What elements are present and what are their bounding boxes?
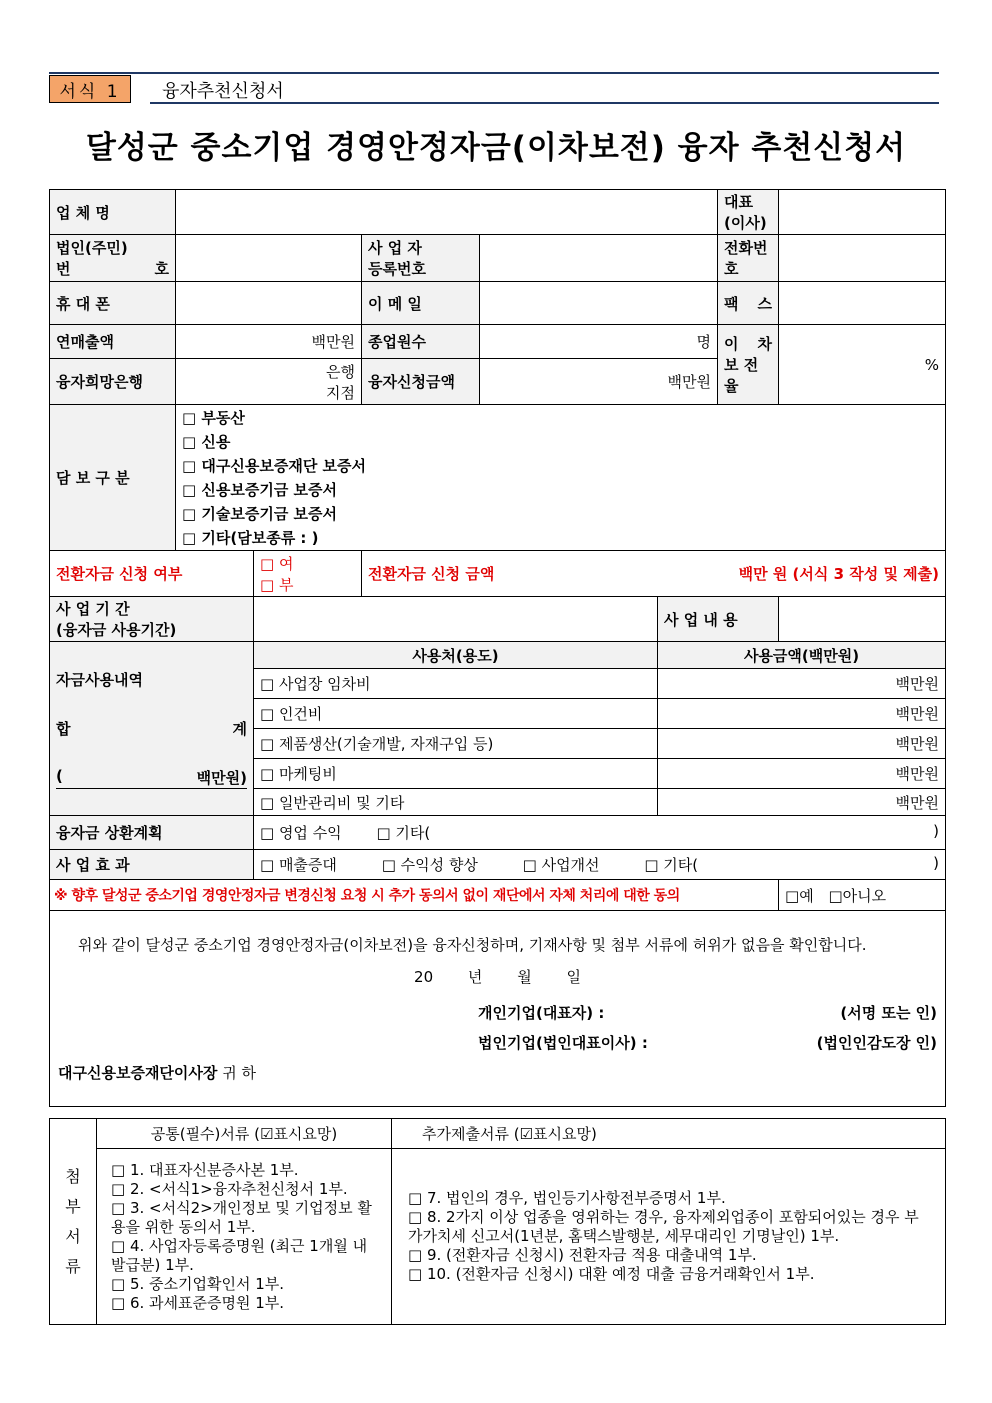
extra-doc-item[interactable]: □ 8. 2가지 이상 업종을 영위하는 경우, 융자제외업종이 포함되어있는 경우 부가가치세 신고서(1년분, 홈택스발행분, 세무대리인 기명날인) 1부. [408, 1208, 919, 1245]
interest-rate-field[interactable]: % [779, 325, 946, 405]
effect-label: 사 업 효 과 [50, 850, 254, 880]
company-name-field[interactable] [176, 190, 718, 235]
repay-options: □ 영업 수익 □ 기타( ) [254, 816, 946, 850]
biz-period-label: 사 업 기 간 (융자금 사용기간) [50, 597, 254, 642]
consent-no-checkbox[interactable]: □아니오 [828, 886, 887, 905]
conversion-label: 전환자금 신청 여부 [50, 551, 254, 597]
annual-sales-label: 연매출액 [50, 325, 176, 359]
page-title: 달성군 중소기업 경영안정자금(이차보전) 융자 추천신청서 [85, 130, 907, 166]
phone-label: 전화번호 [718, 235, 779, 282]
fund-use-amount[interactable]: 백만원 [658, 759, 946, 789]
addressee-line: 대구신용보증재단이사장 귀 하 [58, 1063, 256, 1082]
biz-reg-label: 사 업 자 등록번호 [362, 235, 480, 282]
fund-use-amount[interactable]: 백만원 [658, 699, 946, 729]
extra-docs-header: 추가제출서류 (☑표시요망) [392, 1119, 946, 1149]
fund-use-label: 자금사용내역 합 계 ( 백만원) [50, 642, 254, 816]
hope-bank-label: 융자희망은행 [50, 359, 176, 405]
fax-label: 팩 스 [718, 282, 779, 325]
extra-doc-item[interactable]: □ 10. (전환자금 신청시) 대환 예정 대출 금융거래확인서 1부. [408, 1265, 815, 1283]
collateral-options [176, 405, 946, 551]
consent-yes-checkbox[interactable]: □예 [785, 886, 814, 905]
amount-column-header: 사용금액(백만원) [658, 642, 946, 669]
common-doc-item[interactable]: □ 4. 사업자등록증명원 (최근 1개월 내 발급분) 1부. [111, 1236, 368, 1274]
common-doc-item[interactable]: □ 2. <서식1>융자추천신청서 1부. [111, 1179, 348, 1198]
fund-use-item[interactable]: □ 마케팅비 [254, 759, 658, 789]
repay-option-income[interactable]: □ 영업 수익 [260, 824, 342, 842]
fund-use-item[interactable]: □ 제품생산(기술개발, 자재구입 등) [254, 729, 658, 759]
loan-amount-label: 융자신청금액 [362, 359, 480, 405]
mobile-label: 휴 대 폰 [50, 282, 176, 325]
common-doc-item[interactable]: □ 3. <서식2>개인정보 및 기업정보 활용을 위한 동의서 1부. [111, 1198, 372, 1236]
effect-option-sales[interactable]: □ 매출증대 [260, 856, 337, 874]
use-column-header: 사용처(용도) [254, 642, 658, 669]
biz-content-field[interactable] [779, 597, 946, 642]
attachments-table [49, 1118, 946, 1325]
corp-number-label: 법인(주민) 번 호 [50, 235, 176, 282]
consent-options [779, 880, 946, 911]
email-field[interactable] [480, 282, 718, 325]
collateral-option[interactable]: □ 신용보증기금 보증서 [182, 480, 338, 499]
common-doc-item[interactable]: □ 5. 중소기업확인서 1부. [111, 1274, 285, 1293]
fax-field[interactable] [779, 282, 946, 325]
date-line: 20 년 월 일 [414, 967, 581, 986]
phone-field[interactable] [779, 235, 946, 282]
email-label: 이 메 일 [362, 282, 480, 325]
effect-options: □ 매출증대 □ 수익성 향상 □ 사업개선 □ 기타( ) [254, 850, 946, 880]
mobile-field[interactable] [176, 282, 362, 325]
fund-use-amount[interactable]: 백만원 [658, 729, 946, 759]
employees-label: 종업원수 [362, 325, 480, 359]
collateral-option[interactable]: □ 기술보증기금 보증서 [182, 504, 338, 523]
representative-label: 대표(이사) [718, 190, 779, 235]
declaration-section [50, 911, 946, 1107]
common-docs-header: 공통(필수)서류 (☑표시요망) [97, 1119, 392, 1149]
interest-rate-label: 이 차 보 전 율 [718, 325, 779, 405]
annual-sales-field[interactable]: 백만원 [176, 325, 362, 359]
effect-option-improve[interactable]: □ 사업개선 [522, 856, 600, 874]
repay-option-other[interactable]: □ 기타( [376, 824, 431, 842]
conversion-yes-checkbox[interactable]: □ 여 [260, 554, 294, 573]
conversion-options [254, 551, 362, 597]
form-number-badge: 서식 1 [49, 75, 131, 103]
individual-sign-line: 개인기업(대표자) : (서명 또는 인) [478, 1003, 938, 1022]
corporate-sign-line: 법인기업(법인대표이사) : (법인인감도장 인) [478, 1033, 938, 1052]
fund-use-item[interactable]: □ 일반관리비 및 기타 [254, 789, 658, 816]
collateral-option[interactable]: □ 신용 [182, 432, 231, 451]
form-subtitle: 융자추천신청서 [162, 81, 284, 102]
hope-bank-field[interactable]: 은행 지점 [176, 359, 362, 405]
extra-doc-item[interactable]: □ 9. (전환자금 신청시) 전환자금 적용 대출내역 1부. [408, 1246, 757, 1264]
repay-label: 융자금 상환계획 [50, 816, 254, 850]
extra-doc-item[interactable]: □ 7. 법인의 경우, 법인등기사항전부증명서 1부. [408, 1189, 726, 1207]
header-top-rule [49, 72, 939, 74]
application-form-table [49, 189, 946, 1107]
common-doc-item[interactable]: □ 6. 과세표준증명원 1부. [111, 1293, 285, 1312]
effect-option-other[interactable]: □ 기타( [644, 856, 699, 874]
collateral-option[interactable]: □ 기타(담보종류 : ) [182, 528, 319, 547]
common-doc-item[interactable]: □ 1. 대표자신분증사본 1부. [111, 1160, 299, 1179]
collateral-label: 담 보 구 분 [50, 405, 176, 551]
representative-field[interactable] [779, 190, 946, 235]
loan-amount-field[interactable]: 백만원 [480, 359, 718, 405]
attachments-label: 첨 부 서 류 [50, 1119, 97, 1325]
header-bottom-rule [150, 102, 939, 104]
conversion-no-checkbox[interactable]: □ 부 [260, 575, 294, 594]
fund-use-amount[interactable]: 백만원 [658, 669, 946, 699]
collateral-option[interactable]: □ 부동산 [182, 408, 245, 427]
effect-option-profit[interactable]: □ 수익성 향상 [381, 856, 478, 874]
common-docs-list [97, 1149, 392, 1325]
fund-use-item[interactable]: □ 사업장 임차비 [254, 669, 658, 699]
conversion-amount-field[interactable]: 전환자금 신청 금액 백만 원 (서식 3 작성 및 제출) [362, 551, 946, 597]
collateral-option[interactable]: □ 대구신용보증재단 보증서 [182, 456, 367, 475]
extra-docs-list [392, 1149, 946, 1325]
fund-use-item[interactable]: □ 인건비 [254, 699, 658, 729]
consent-text: ※ 향후 달성군 중소기업 경영안정자금 변경신청 요청 시 추가 동의서 없이 재단에서 자체 처리에 대한 동의 [50, 880, 779, 911]
employees-field[interactable]: 명 [480, 325, 718, 359]
biz-reg-field[interactable] [480, 235, 718, 282]
fund-use-amount[interactable]: 백만원 [658, 789, 946, 816]
biz-content-label: 사 업 내 용 [658, 597, 779, 642]
corp-number-field[interactable] [176, 235, 362, 282]
company-name-label: 업 체 명 [50, 190, 176, 235]
declaration-text: 위와 같이 달성군 중소기업 경영안정자금(이차보전)을 융자신청하며, 기재사항 및 첨부 서류에 허위가 없음을 확인합니다. [78, 935, 867, 954]
biz-period-field[interactable] [254, 597, 658, 642]
